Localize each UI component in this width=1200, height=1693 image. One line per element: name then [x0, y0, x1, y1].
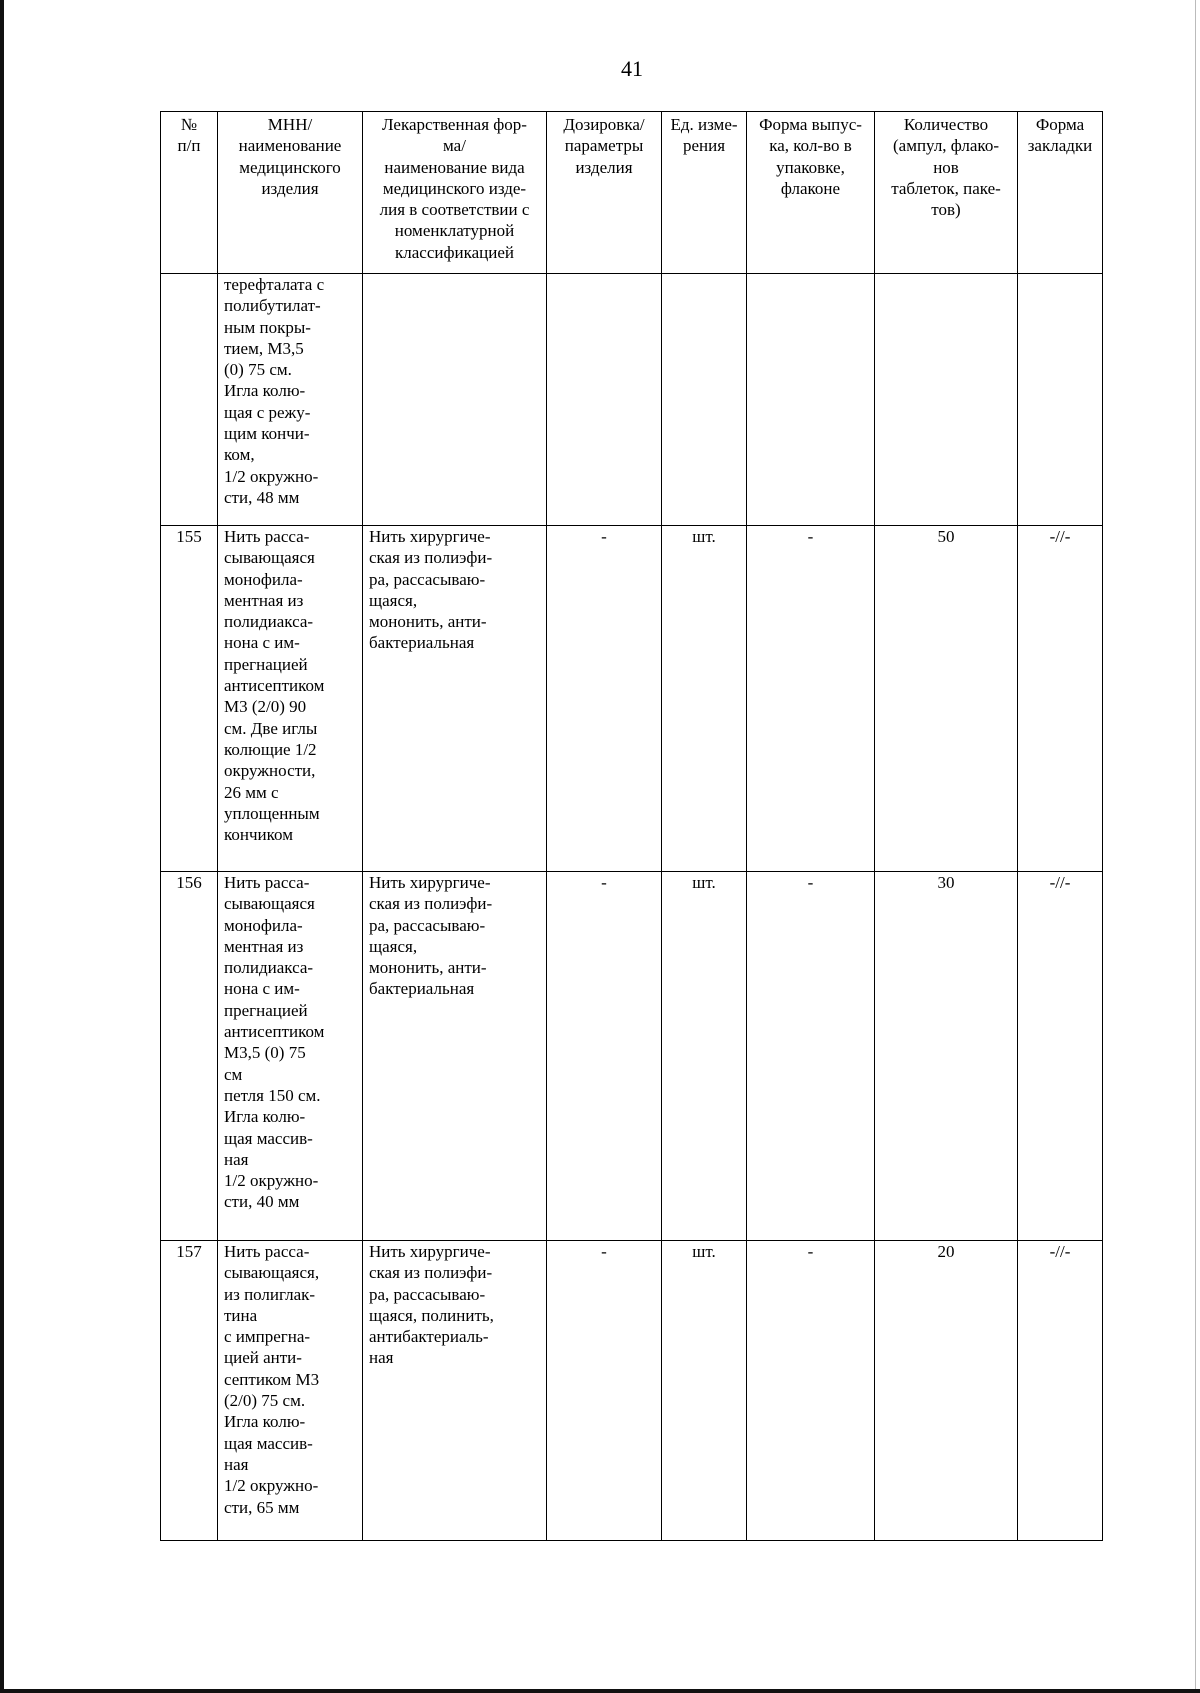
header-bookmark-form: Форма закладки [1018, 112, 1103, 274]
cell-release-form: - [747, 1241, 875, 1541]
cell-dosage: - [547, 1241, 662, 1541]
cell-unit [662, 274, 747, 526]
cell-bookmark-form: -//- [1018, 872, 1103, 1241]
cell-number: 156 [161, 872, 218, 1241]
cell-unit: шт. [662, 1241, 747, 1541]
cell-dosage: - [547, 872, 662, 1241]
cell-number: 155 [161, 526, 218, 872]
header-quantity: Количество (ампул, флако- нов таблеток, паке- тов) [875, 112, 1018, 274]
table-row [161, 274, 1103, 526]
cell-dosage [547, 274, 662, 526]
cell-unit: шт. [662, 526, 747, 872]
medical-items-table [160, 111, 1103, 1541]
cell-bookmark-form: -//- [1018, 526, 1103, 872]
scan-edge-bottom [0, 1689, 1200, 1693]
cell-quantity [875, 274, 1018, 526]
header-unit: Ед. изме- рения [662, 112, 747, 274]
cell-name: Нить расса- сывающаяся монофила- ментная из полидиакса- нона с им- прегнацией антисептиком М3,5 (0) 75 см петля 150 см. Игла колю- щая массив- ная 1/2 окружно- сти, 40 мм [218, 872, 363, 1241]
cell-form: Нить хирургиче- ская из полиэфи- ра, рассасываю- щаяся, мононить, анти- бактериальная [363, 872, 547, 1241]
table-row [161, 872, 1103, 1241]
cell-quantity: 30 [875, 872, 1018, 1241]
page-number: 41 [621, 56, 643, 81]
table-header-row [161, 112, 1103, 274]
cell-unit: шт. [662, 872, 747, 1241]
cell-dosage: - [547, 526, 662, 872]
cell-name: терефталата с полибутилат- ным покры- тием, М3,5 (0) 75 см. Игла колю- щая с режу- щим кончи- ком, 1/2 окружно- сти, 48 мм [218, 274, 363, 526]
cell-name: Нить расса- сывающаяся монофила- ментная из полидиакса- нона с им- прегнацией антисептиком М3 (2/0) 90 см. Две иглы колющие 1/2 окружности, 26 мм с уплощенным кончиком [218, 526, 363, 872]
header-dosage: Дозировка/ параметры изделия [547, 112, 662, 274]
header-release-form: Форма выпус- ка, кол-во в упаковке, флаконе [747, 112, 875, 274]
cell-quantity: 50 [875, 526, 1018, 872]
cell-number [161, 274, 218, 526]
cell-release-form: - [747, 526, 875, 872]
table-row [161, 1241, 1103, 1541]
header-name: МНН/ наименование медицинского изделия [218, 112, 363, 274]
cell-form: Нить хирургиче- ская из полиэфи- ра, рассасываю- щаяся, полинить, антибактериаль- ная [363, 1241, 547, 1541]
scan-edge-right [1195, 0, 1196, 1693]
header-number: № п/п [161, 112, 218, 274]
header-form: Лекарственная фор- ма/ наименование вида медицинского изде- лия в соответствии с номенклатурной классификацией [363, 112, 547, 274]
cell-bookmark-form: -//- [1018, 1241, 1103, 1541]
cell-form [363, 274, 547, 526]
cell-quantity: 20 [875, 1241, 1018, 1541]
cell-name: Нить расса- сывающаяся, из полиглак- тина с импрегна- цией анти- септиком М3 (2/0) 75 см. Игла колю- щая массив- ная 1/2 окружно- сти, 65 мм [218, 1241, 363, 1541]
cell-number: 157 [161, 1241, 218, 1541]
cell-bookmark-form [1018, 274, 1103, 526]
cell-release-form: - [747, 872, 875, 1241]
cell-form: Нить хирургиче- ская из полиэфи- ра, рассасываю- щаяся, мононить, анти- бактериальная [363, 526, 547, 872]
table-row [161, 526, 1103, 872]
cell-release-form [747, 274, 875, 526]
scan-edge-left [0, 0, 4, 1693]
